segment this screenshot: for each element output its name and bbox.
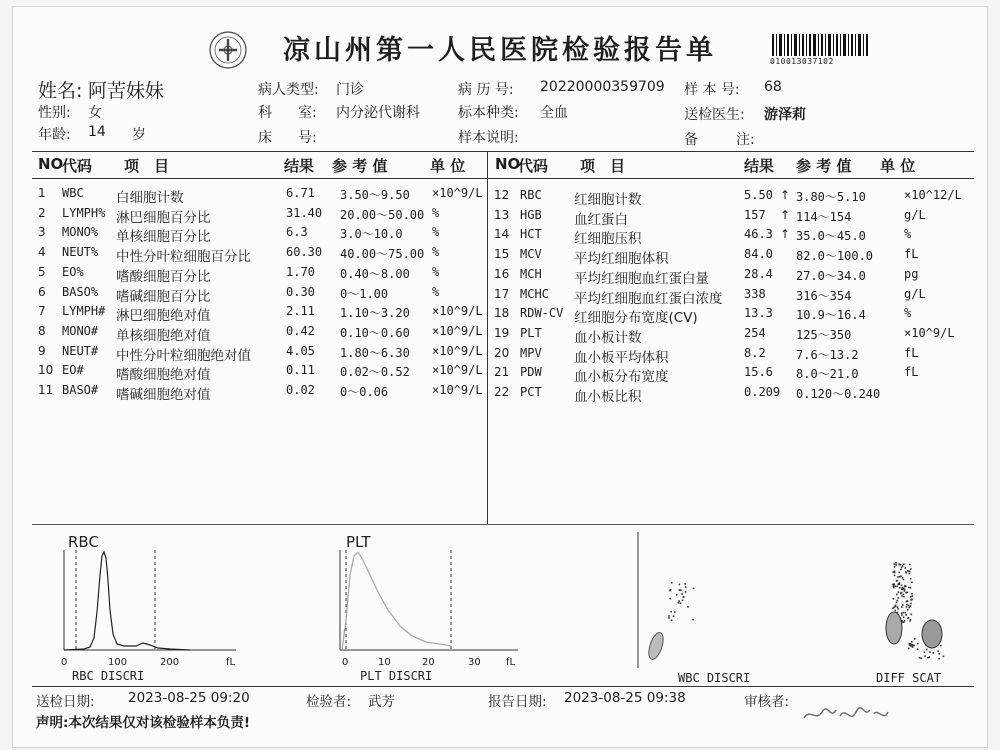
cell-ref: 1.80～6.30 — [340, 345, 410, 360]
remark-label-a: 备 — [684, 132, 698, 148]
cell-result: 28.4 — [744, 266, 773, 281]
cell-code: RBC — [520, 188, 542, 202]
cell-code: RDW-CV — [520, 306, 564, 321]
cell-result: 0.209 — [744, 385, 781, 399]
patient-age: 14 — [88, 124, 106, 140]
cell-ref: 20.00～50.00 — [340, 207, 425, 222]
cell-unit: ×10^9/L — [432, 343, 483, 358]
cell-result: 13.3 — [744, 306, 773, 321]
plt-tick-10: 10 — [378, 657, 391, 668]
cell-ref: 0.120～0.240 — [796, 387, 881, 401]
cell-no: 6 — [38, 284, 46, 299]
header-item-right: 项 目 — [580, 157, 626, 175]
plt-caption: PLT DISCRI — [360, 669, 433, 682]
header-unit-right: 单 位 — [880, 157, 916, 175]
cell-code: WBC — [62, 186, 84, 200]
cell-result: 46.3 — [744, 227, 773, 242]
cell-ref: 0.02～0.52 — [340, 365, 410, 380]
patient-gender: 女 — [88, 105, 102, 121]
cell-no: 18 — [494, 306, 510, 321]
tester: 武芳 — [368, 694, 395, 710]
barcode-icon — [772, 34, 868, 56]
cell-no: 11 — [38, 383, 54, 397]
cell-ref: 0.10～0.60 — [340, 325, 410, 340]
cell-ref: 35.0～45.0 — [796, 229, 866, 244]
cell-result: 0.02 — [286, 383, 315, 397]
cell-ref: 27.0～34.0 — [796, 268, 866, 283]
cell-code: PCT — [520, 385, 542, 399]
bed-label-b: 号: — [298, 130, 317, 146]
rbc-graph-title: RBC — [68, 533, 99, 551]
plt-tick-0: 0 — [342, 657, 349, 668]
record-no-label: 病 历 号: — [458, 82, 514, 98]
cell-no: 22 — [494, 385, 510, 399]
table-bottom-rule — [32, 524, 974, 525]
header-result-right: 结果 — [744, 157, 775, 175]
cell-name: 平均红细胞血红蛋白浓度 — [574, 290, 723, 307]
reviewer-label: 审核者: — [744, 694, 790, 710]
cell-no: 13 — [494, 207, 510, 222]
sample-no: 68 — [764, 79, 782, 95]
header-unit-left: 单 位 — [430, 157, 466, 175]
cell-ref: 316～354 — [796, 288, 852, 303]
dept-label-a: 科 — [258, 105, 272, 121]
cell-ref: 125～350 — [796, 327, 852, 342]
cell-name: 中性分叶粒细胞百分比 — [116, 249, 251, 266]
sent-date-label: 送检日期: — [36, 694, 95, 710]
cell-no: 2 — [38, 205, 46, 220]
cell-ref: 1.10～3.20 — [340, 306, 410, 321]
cell-unit: % — [432, 225, 440, 240]
doctor-label: 送检医生: — [684, 107, 745, 123]
specimen-note-label: 样本说明: — [458, 130, 519, 146]
cell-flag: ↑ — [780, 188, 791, 202]
table-header-rule — [32, 178, 974, 179]
cell-unit: ×10^9/L — [432, 323, 483, 338]
cell-ref: 114～154 — [796, 209, 852, 224]
cell-unit: ×10^9/L — [432, 383, 483, 397]
cell-result: 1.70 — [286, 264, 315, 279]
table-top-rule — [32, 151, 974, 152]
cell-no: 17 — [494, 286, 510, 301]
plt-tick-20: 20 — [422, 657, 435, 668]
header-no-left: NO — [38, 155, 64, 173]
cell-unit: ×10^9/L — [432, 304, 483, 319]
cell-ref: 40.00～75.00 — [340, 247, 425, 262]
header-item-left: 项 目 — [124, 157, 170, 175]
cell-result: 5.50 — [744, 188, 773, 202]
cell-name: 红细胞分布宽度(CV) — [574, 310, 698, 327]
rbc-histogram — [40, 530, 250, 682]
header-no-right: NO — [495, 155, 521, 173]
cell-unit: % — [432, 205, 440, 220]
cell-code: EO# — [62, 363, 84, 378]
footer-rule — [32, 686, 974, 687]
wbc-discri-caption: WBC DISCRI — [678, 671, 751, 685]
cell-code: BASO# — [62, 383, 99, 397]
cell-name: 白细胞计数 — [116, 190, 184, 206]
plt-histogram — [330, 530, 530, 682]
cell-no: 19 — [494, 325, 510, 340]
cell-no: 10 — [38, 363, 54, 378]
rbc-tick-fl: fL — [226, 657, 236, 668]
table-center-divider — [487, 152, 488, 524]
cell-ref: 7.6～13.2 — [796, 347, 859, 362]
cell-result: 6.3 — [286, 225, 308, 240]
plt-graph-title: PLT — [346, 533, 371, 551]
cell-unit: ×10^9/L — [432, 186, 483, 200]
remark-label-b: 注: — [736, 132, 755, 148]
cell-ref: 0.40～8.00 — [340, 266, 410, 281]
name-label: 姓名: — [38, 80, 83, 102]
specimen-type: 全血 — [540, 105, 568, 121]
cell-code: BASO% — [62, 284, 99, 299]
report-date-label: 报告日期: — [488, 694, 547, 710]
cell-unit: ×10^12/L — [904, 188, 962, 202]
patient-type-label: 病人类型: — [258, 82, 319, 98]
rbc-tick-0: 0 — [61, 657, 68, 668]
cell-unit: % — [432, 284, 440, 299]
cell-no: 5 — [38, 264, 46, 279]
cell-code: MCV — [520, 247, 542, 262]
cell-result: 6.71 — [286, 186, 315, 200]
cell-code: MPV — [520, 345, 542, 360]
cell-no: 9 — [38, 343, 46, 358]
diff-scat-caption: DIFF SCAT — [876, 671, 942, 685]
cell-code: NEUT# — [62, 343, 99, 358]
cell-code: HCT — [520, 227, 542, 242]
sent-date: 2023-08-25 09:20 — [128, 690, 250, 706]
cell-no: 16 — [494, 266, 510, 281]
cell-code: MONO# — [62, 323, 99, 338]
cell-name: 平均红细胞血红蛋白量 — [574, 270, 709, 287]
cell-no: 3 — [38, 225, 46, 240]
patient-name: 阿苦妹妹 — [88, 80, 165, 102]
reviewer-signature — [800, 700, 890, 728]
department: 内分泌代谢科 — [336, 105, 420, 121]
cell-code: NEUT% — [62, 245, 99, 260]
cell-result: 254 — [744, 325, 766, 340]
cell-result: 338 — [744, 286, 766, 301]
cell-no: 12 — [494, 188, 510, 202]
record-no: 20220000359709 — [540, 79, 665, 95]
cell-unit: % — [432, 245, 440, 260]
header-code-right: 代码 — [518, 157, 549, 175]
cell-result: 157 — [744, 207, 766, 222]
cell-name: 单核细胞绝对值 — [116, 327, 211, 344]
cell-result: 15.6 — [744, 365, 773, 380]
age-label: 年龄: — [38, 127, 71, 143]
cell-result: 31.40 — [286, 205, 323, 220]
cell-ref: 3.80～5.10 — [796, 190, 866, 204]
cell-result: 2.11 — [286, 304, 315, 319]
cell-ref: 3.50～9.50 — [340, 188, 410, 202]
cell-code: HGB — [520, 207, 542, 222]
barcode-number: 010013037102 — [770, 57, 834, 66]
cell-no: 20 — [494, 345, 510, 360]
sample-no-label: 样 本 号: — [684, 82, 740, 98]
cell-result: 0.30 — [286, 284, 315, 299]
cell-no: 14 — [494, 227, 510, 242]
cell-unit: fL — [904, 247, 919, 262]
cell-unit: g/L — [904, 286, 926, 301]
disclaimer: 声明:本次结果仅对该检验样本负责! — [36, 715, 251, 731]
cell-ref: 3.0～10.0 — [340, 227, 403, 242]
cell-ref: 0～0.06 — [340, 385, 389, 399]
bed-label-a: 床 — [258, 130, 272, 146]
header-result-left: 结果 — [284, 157, 315, 175]
cell-result: 8.2 — [744, 345, 766, 360]
cell-result: 0.11 — [286, 363, 315, 378]
cell-name: 血小板分布宽度 — [574, 369, 669, 386]
cell-unit: % — [432, 264, 440, 279]
cell-result: 4.05 — [286, 343, 315, 358]
hospital-title: 凉山州第一人民医院检验报告单 — [283, 35, 717, 66]
cell-ref: 0～1.00 — [340, 286, 389, 301]
cell-name: 红细胞计数 — [574, 192, 642, 208]
cell-ref: 82.0～100.0 — [796, 249, 874, 264]
rbc-caption: RBC DISCRI — [72, 669, 145, 682]
cell-ref: 10.9～16.4 — [796, 308, 866, 323]
cell-code: PDW — [520, 365, 542, 380]
cell-code: MCH — [520, 266, 542, 281]
plt-tick-fl: fL — [506, 657, 516, 668]
cell-code: MONO% — [62, 225, 99, 240]
cell-name: 淋巴细胞百分比 — [116, 209, 211, 226]
header-reference-right: 参 考 值 — [796, 157, 852, 175]
sending-doctor: 游泽莉 — [764, 107, 806, 123]
gender-label: 性别: — [38, 105, 71, 121]
cell-code: EO% — [62, 264, 84, 279]
cell-no: 8 — [38, 323, 46, 338]
cell-code: MCHC — [520, 286, 549, 301]
cell-name: 血小板比积 — [574, 389, 642, 405]
cell-unit: g/L — [904, 207, 926, 222]
header-reference-left: 参 考 值 — [332, 157, 388, 175]
header-code-left: 代码 — [62, 157, 93, 175]
cell-code: LYMPH# — [62, 304, 106, 319]
cell-unit: fL — [904, 365, 919, 380]
cell-unit: % — [904, 227, 912, 242]
age-unit: 岁 — [132, 127, 146, 143]
report-date: 2023-08-25 09:38 — [564, 690, 686, 706]
cell-unit: ×10^9/L — [904, 325, 955, 340]
cell-name: 嗜碱细胞绝对值 — [116, 387, 211, 403]
cell-name: 血小板计数 — [574, 329, 642, 346]
tester-label: 检验者: — [306, 694, 352, 710]
cell-no: 7 — [38, 304, 46, 319]
specimen-type-label: 标本种类: — [458, 105, 519, 121]
cell-name: 红细胞压积 — [574, 231, 642, 248]
dept-label-b: 室: — [298, 105, 317, 121]
cell-unit: fL — [904, 345, 919, 360]
cell-unit: pg — [904, 266, 919, 281]
cell-name: 中性分叶粒细胞绝对值 — [116, 347, 251, 364]
cell-no: 1 — [38, 186, 46, 200]
cell-result: 0.42 — [286, 323, 315, 338]
cell-name: 嗜碱细胞百分比 — [116, 288, 211, 305]
plt-tick-30: 30 — [468, 657, 481, 668]
cell-name: 嗜酸细胞百分比 — [116, 268, 211, 285]
cell-no: 21 — [494, 365, 510, 380]
cell-name: 平均红细胞体积 — [574, 251, 669, 268]
cell-no: 4 — [38, 245, 46, 260]
cell-no: 15 — [494, 247, 510, 262]
cell-unit: % — [904, 306, 912, 321]
cell-code: LYMPH% — [62, 205, 106, 220]
cell-name: 单核细胞百分比 — [116, 229, 211, 246]
cell-name: 嗜酸细胞绝对值 — [116, 367, 211, 384]
cell-ref: 8.0～21.0 — [796, 367, 859, 382]
rbc-tick-100: 100 — [108, 657, 128, 668]
cell-unit: ×10^9/L — [432, 363, 483, 378]
wbc-diff-scatter — [636, 530, 976, 690]
cell-name: 血小板平均体积 — [574, 349, 669, 366]
cell-result: 60.30 — [286, 245, 323, 260]
cell-flag: ↑ — [780, 227, 791, 242]
rbc-tick-200: 200 — [160, 657, 180, 668]
cell-name: 血红蛋白 — [574, 211, 628, 228]
cell-result: 84.0 — [744, 247, 773, 262]
cell-code: PLT — [520, 325, 542, 340]
cell-flag: ↑ — [780, 207, 791, 222]
cell-name: 淋巴细胞绝对值 — [116, 308, 211, 325]
patient-type: 门诊 — [336, 82, 364, 98]
